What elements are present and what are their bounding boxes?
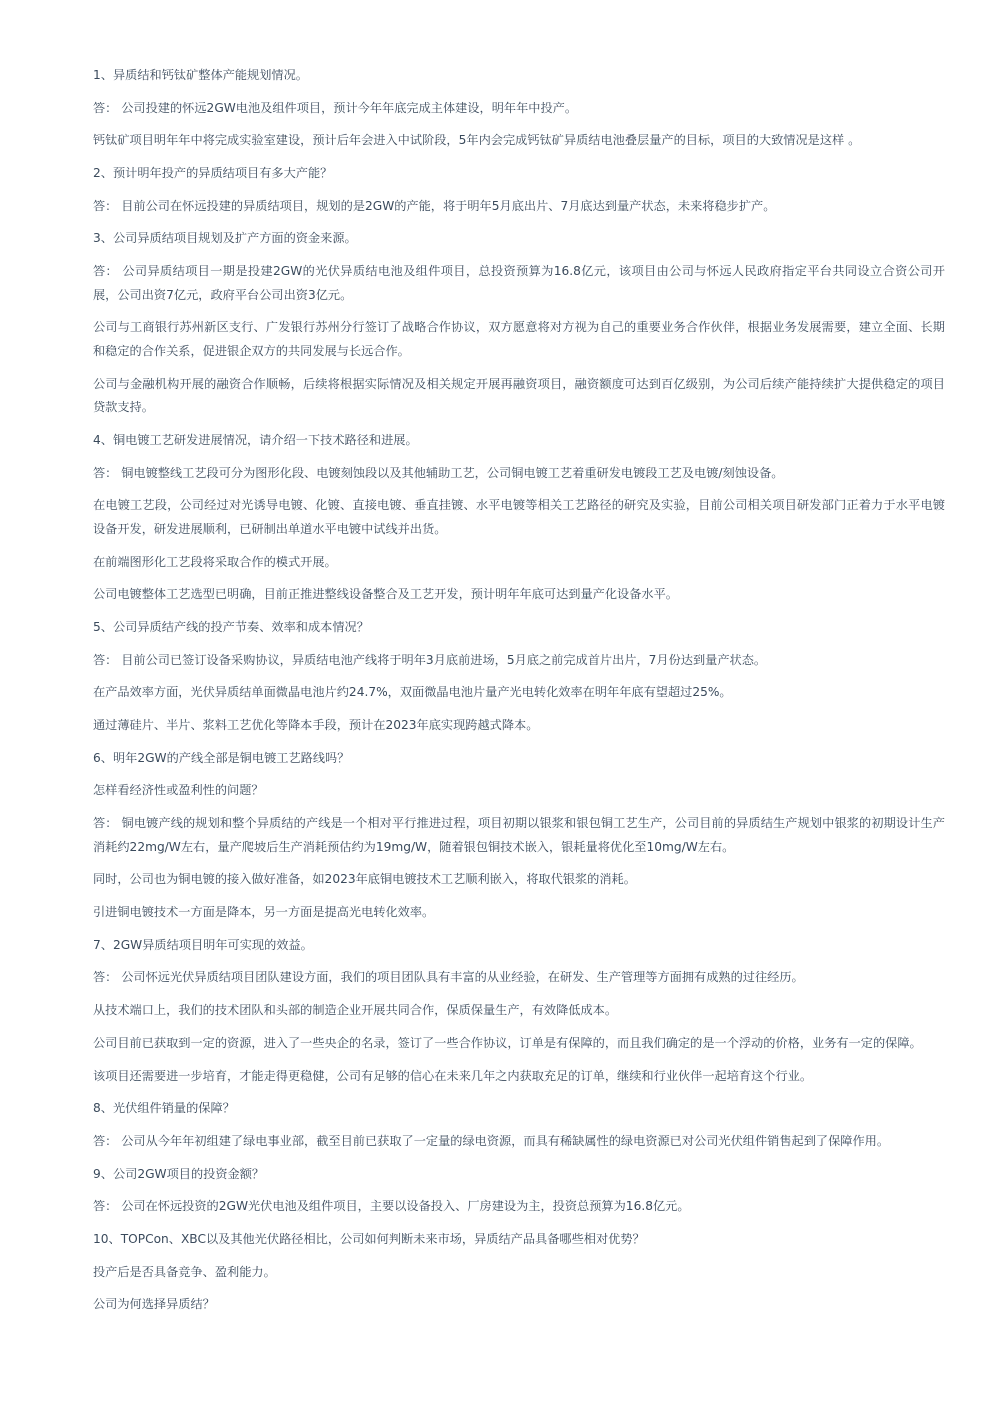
question-4: 4、铜电镀工艺研发进展情况，请介绍一下技术路径和进展。 bbox=[93, 432, 418, 447]
answer-3-detail: 公司与金融机构开展的融资合作顺畅，后续将根据实际情况及相关规定开展再融资项目，融资额度可达到百亿级别，为公司后续产能持续扩大提供稳定的项目贷款支持。 bbox=[93, 376, 945, 415]
question-5: 5、公司异质结产线的投产节奏、效率和成本情况？ bbox=[93, 620, 369, 634]
answer-1: 答： 公司投建的怀远2GW电池及组件项目，预计今年年底完成主体建设，明年年中投产。 bbox=[93, 100, 578, 115]
question-7: 7、2GW异质结项目明年可实现的效益。 bbox=[93, 937, 313, 952]
answer-5-detail: 通过薄硅片、半片、浆料工艺优化等降本手段，预计在2023年底实现跨越式降本。 bbox=[93, 718, 539, 733]
question-2: 2、预计明年投产的异质结项目有多大产能？ bbox=[93, 166, 333, 181]
answer-7-detail: 该项目还需要进一步培育，才能走得更稳健，公司有足够的信心在未来几年之内获取充足的订单，继续和行业伙伴一起培育这个行业。 bbox=[93, 1068, 813, 1083]
question-3: 3、公司异质结项目规划及扩产方面的资金来源。 bbox=[93, 231, 357, 246]
answer-5-detail: 在产品效率方面，光伏异质结单面微晶电池片约24.7%，双面微晶电池片量产光电转化效率在明年年底有望超过25%。 bbox=[93, 685, 732, 700]
answer-4: 答： 铜电镀整线工艺段可分为图形化段、电镀刻蚀段以及其他辅助工艺，公司铜电镀工艺着重研发电镀段工艺及电镀/刻蚀设备。 bbox=[93, 465, 784, 480]
answer-2: 答： 目前公司在怀远投建的异质结项目，规划的是2GW的产能，将于明年5月底出片、7月底达到量产状态，未来将稳步扩产。 bbox=[93, 198, 776, 213]
answer-7-detail: 公司目前已获取到一定的资源，进入了一些央企的名录，签订了一些合作协议，订单是有保障的，而且我们确定的是一个浮动的价格，业务有一定的保障。 bbox=[93, 1035, 922, 1050]
answer-5: 答： 目前公司已签订设备采购协议，异质结电池产线将于明年3月底前进场，5月底之前完成首片出片，7月份达到量产状态。 bbox=[93, 652, 767, 667]
answer-9: 答： 公司在怀远投资的2GW光伏电池及组件项目，主要以设备投入、厂房建设为主，投资总预算为16.8亿元。 bbox=[93, 1199, 690, 1214]
answer-4-detail: 在电镀工艺段，公司经过对光诱导电镀、化镀、直接电镀、垂直挂镀、水平电镀等相关工艺路径的研究及实验，目前公司相关项目研发部门正着力于水平电镀设备开发，研发进展顺利，已研制出单道水平电镀中试线并出货。 bbox=[93, 498, 945, 536]
question-6-followup: 怎样看经济性或盈利性的问题？ bbox=[93, 783, 264, 798]
answer-7: 答： 公司怀远光伏异质结项目团队建设方面，我们的项目团队具有丰富的从业经验，在研发、生产管理等方面拥有成熟的过往经历。 bbox=[93, 970, 804, 985]
answer-6-detail: 同时，公司也为铜电镀的接入做好准备，如2023年底铜电镀技术工艺顺利嵌入，将取代银浆的消耗。 bbox=[93, 872, 636, 887]
document-body bbox=[93, 64, 945, 1326]
question-9: 9、公司2GW项目的投资金额？ bbox=[93, 1166, 265, 1181]
answer-4-detail: 在前端图形化工艺段将采取合作的模式开展。 bbox=[93, 554, 337, 569]
answer-6-detail: 引进铜电镀技术一方面是降本，另一方面是提高光电转化效率。 bbox=[93, 905, 435, 920]
answer-6: 答： 铜电镀产线的规划和整个异质结的产线是一个相对平行推进过程，项目初期以银浆和银包铜工艺生产，公司目前的异质结生产规划中银浆的初期设计生产消耗约22mg/W左右，量产爬坡后生产消耗预估约为19mg/W，随着银包铜技术嵌入，银耗量将优化至10mg/W左右。 bbox=[93, 816, 945, 854]
answer-7-detail: 从技术端口上，我们的技术团队和头部的制造企业开展共同合作，保质保量生产，有效降低成本。 bbox=[93, 1003, 618, 1018]
question-10: 10、TOPCon、XBC以及其他光伏路径相比，公司如何判断未来市场，异质结产品具备哪些相对优势？ bbox=[93, 1231, 645, 1246]
answer-3: 答： 公司异质结项目一期是投建2GW的光伏异质结电池及组件项目，总投资预算为16.8亿元，该项目由公司与怀远人民政府指定平台共同设立合资公司开展，公司出资7亿元，政府平台公司出资3亿元。 bbox=[93, 264, 945, 302]
answer-3-detail: 公司与工商银行苏州新区支行、广发银行苏州分行签订了战略合作协议，双方愿意将对方视为自己的重要业务合作伙伴，根据业务发展需要，建立全面、长期和稳定的合作关系，促进银企双方的共同发展与长远合作。 bbox=[93, 320, 945, 358]
question-10-followup: 投产后是否具备竞争、盈利能力。 bbox=[93, 1264, 276, 1279]
answer-8: 答： 公司从今年年初组建了绿电事业部，截至目前已获取了一定量的绿电资源，而具有稀缺属性的绿电资源已对公司光伏组件销售起到了保障作用。 bbox=[93, 1133, 890, 1148]
answer-4-detail: 公司电镀整体工艺选型已明确，目前正推进整线设备整合及工艺开发，预计明年年底可达到量产化设备水平。 bbox=[93, 587, 678, 602]
question-1: 1、异质结和钙钛矿整体产能规划情况。 bbox=[93, 68, 308, 82]
question-10-followup: 公司为何选择异质结？ bbox=[93, 1297, 215, 1312]
answer-1-detail: 钙钛矿项目明年年中将完成实验室建设，预计后年会进入中试阶段，5年内会完成钙钛矿异质结电池叠层量产的目标，项目的大致情况是这样 。 bbox=[93, 133, 861, 148]
question-6: 6、明年2GW的产线全部是铜电镀工艺路线吗？ bbox=[93, 750, 350, 765]
question-8: 8、光伏组件销量的保障？ bbox=[93, 1101, 235, 1116]
